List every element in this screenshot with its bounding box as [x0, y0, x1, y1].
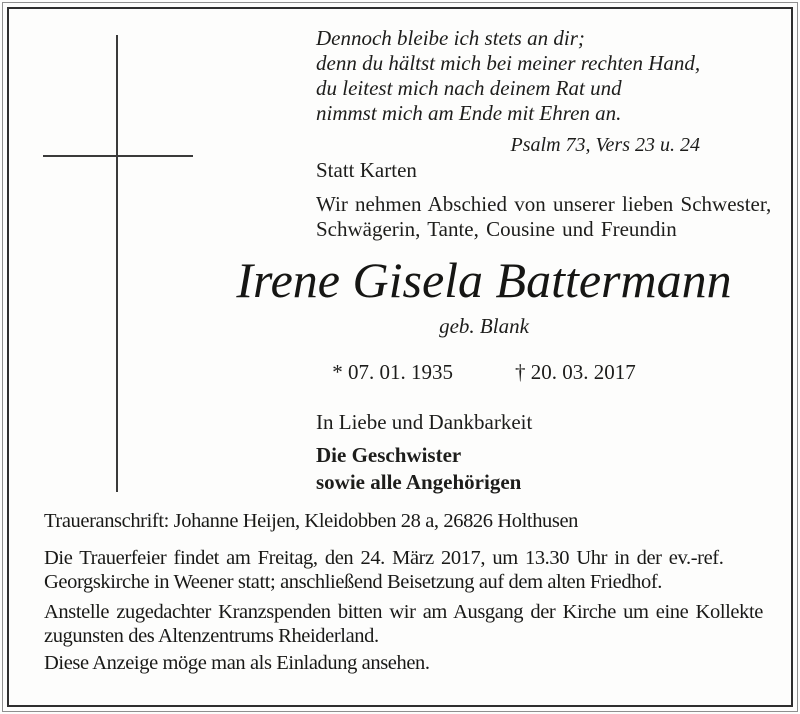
farewell-intro-line: Schwägerin, Tante, Cousine und Freundin — [316, 217, 677, 241]
birth-date: * 07. 01. 1935 — [332, 360, 453, 384]
deceased-birth-name: geb. Blank — [439, 314, 529, 338]
farewell-intro-line: Wir nehmen Abschied von unserer lieben Schwester, — [316, 192, 772, 216]
funeral-information-line: Die Trauerfeier findet am Freitag, den 24. März 2017, um 13.30 Uhr in der ev.-ref. — [44, 547, 724, 569]
verse-quote — [316, 26, 700, 126]
funeral-information-line: Georgskirche in Weener statt; anschließend Beisetzung auf dem alten Friedhof. — [44, 571, 663, 593]
death-date: † 20. 03. 2017 — [515, 360, 636, 384]
funeral-information — [44, 546, 723, 594]
mourner-line: sowie alle Angehörigen — [316, 470, 522, 494]
cross-icon-vertical-bar — [116, 35, 118, 492]
donation-request-line: Anstelle zugedachter Kranzspenden bitten wir am Ausgang der Kirche um eine Kollekte — [44, 601, 763, 623]
mourning-address: Traueranschrift: Johanne Heijen, Kleidobben 28 a, 26826 Holthusen — [44, 510, 579, 532]
verse-line: denn du hältst mich bei meiner rechten Hand, — [316, 51, 701, 75]
donation-request-line: zugunsten des Altenzentrums Rheiderland. — [44, 625, 379, 647]
verse-attribution: Psalm 73, Vers 23 u. 24 — [510, 134, 700, 156]
mourner-line: Die Geschwister — [316, 443, 462, 467]
farewell-intro — [316, 192, 771, 242]
verse-line: du leitest mich nach deinem Rat und — [316, 76, 622, 100]
statt-karten-note: Statt Karten — [316, 158, 417, 182]
invitation-note: Diese Anzeige möge man als Einladung ansehen. — [44, 652, 430, 674]
deceased-name: Irene Gisela Battermann — [236, 252, 732, 308]
verse-line: Dennoch bleibe ich stets an dir; — [316, 26, 585, 50]
donation-request — [44, 600, 763, 648]
life-dates — [132, 360, 800, 385]
cross-icon-horizontal-bar — [43, 155, 193, 157]
verse-line: nimmst mich am Ende mit Ehren an. — [316, 101, 622, 125]
closing-line: In Liebe und Dankbarkeit — [316, 410, 533, 434]
mourners-list — [316, 442, 521, 496]
